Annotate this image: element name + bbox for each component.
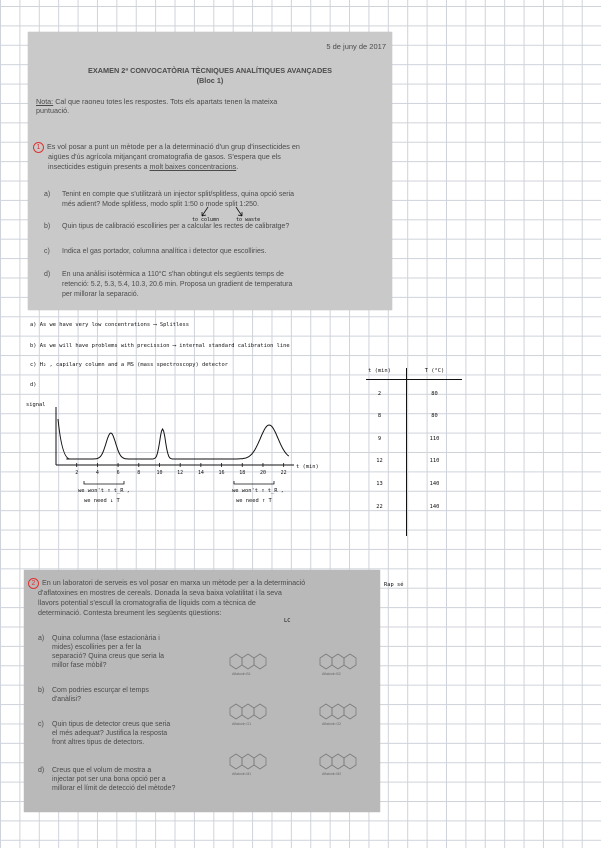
exam-note bbox=[36, 97, 388, 106]
table-cell: 22 bbox=[376, 503, 383, 510]
q2-line-4: determinació. Contesta breument les següents qüestions: bbox=[38, 608, 222, 617]
note-line-1: Cal que raoneu totes les respostes. Tots els apartats tenen la mateixa bbox=[55, 97, 278, 106]
svg-text:Aflatoxin B1: Aflatoxin B1 bbox=[232, 672, 251, 676]
q2a-label: a) bbox=[38, 635, 45, 642]
q1d-line-2: retenció: 5.2, 5.3, 5.4, 10.3, 20.6 min. Proposa un gradient de temperatura bbox=[62, 281, 293, 288]
table-cell: 12 bbox=[376, 458, 383, 465]
annot-to-waste: to waste bbox=[236, 217, 261, 223]
chromatogram-chart bbox=[40, 405, 340, 485]
q1d-label: d) bbox=[44, 271, 51, 278]
chart-note-left-1: we won't ↑ t_R , bbox=[78, 488, 130, 494]
q2a-line-3: separació? Quina creus que seria la bbox=[52, 653, 165, 660]
svg-text:Aflatoxin G2: Aflatoxin G2 bbox=[322, 722, 342, 726]
question-1-number: 1 bbox=[33, 142, 44, 153]
q1a-line-1: Tenint en compte que s'utilitzarà un injector split/splitless, quina opció seria bbox=[62, 191, 295, 198]
answer-a: a) As we have very low concentrations ⟶ Splitless bbox=[30, 322, 190, 328]
q1-line-3-highlight: molt baixes concentracions bbox=[149, 162, 237, 171]
q2d-line-2: injectar pot ser una bona opció per a bbox=[52, 776, 166, 783]
x-tick-label: 20 bbox=[259, 470, 266, 476]
q2a-line-2: mides) escolliries per a fer la bbox=[52, 644, 142, 651]
chart-xlabel: t (min) bbox=[296, 464, 319, 470]
table-col-time bbox=[352, 368, 407, 526]
chart-brackets bbox=[80, 480, 280, 488]
chromatogram-trace bbox=[58, 419, 289, 459]
table-cell: 110 bbox=[429, 435, 440, 442]
q1-line-3-c: . bbox=[236, 162, 239, 171]
q1c-line-1: Indica el gas portador, columna analítica i detector que escolliries. bbox=[62, 248, 267, 255]
chart-note-right-2: we need ↑ T bbox=[236, 498, 272, 504]
table-cell: 80 bbox=[431, 390, 438, 397]
q1-line-3-a: insecticides estiguin presents a bbox=[48, 162, 150, 171]
molecule-aflatoxin-m1 bbox=[224, 748, 274, 776]
x-tick-label: 6 bbox=[116, 470, 120, 476]
q1-line-1: Es vol posar a punt un mètode per a la determinació d'un grup d'insecticides en bbox=[47, 142, 300, 151]
q2d-label: d) bbox=[38, 767, 45, 774]
svg-text:Aflatoxin M1: Aflatoxin M1 bbox=[232, 772, 252, 776]
q1a-label: a) bbox=[44, 191, 51, 198]
q2c-line-1: Quin tipus de detector creus que seria bbox=[52, 721, 171, 728]
table-header-temp: T (°C) bbox=[424, 368, 445, 374]
q2c-label: c) bbox=[38, 721, 44, 728]
annot-to-column: to column bbox=[192, 217, 220, 223]
exam-sheet-2 bbox=[24, 570, 380, 812]
q1c-label: c) bbox=[44, 248, 50, 255]
q2-line-2: d'aflatoxines en mostres de cereals. Donada la seva baixa volatilitat i la seva bbox=[38, 588, 282, 597]
table-col-temp bbox=[407, 368, 462, 526]
x-tick-label: 8 bbox=[137, 470, 141, 476]
x-tick-label: 10 bbox=[156, 470, 163, 476]
q1d-line-3: per millorar la separació. bbox=[62, 291, 139, 298]
exam-sheet-1 bbox=[28, 32, 392, 310]
molecule-aflatoxin-b1 bbox=[224, 648, 274, 676]
molecule-aflatoxin-b2 bbox=[314, 648, 364, 676]
table-header-time: t (min) bbox=[368, 368, 391, 374]
answer-d: d) bbox=[30, 382, 37, 388]
svg-text:Aflatoxin B2: Aflatoxin B2 bbox=[322, 672, 341, 676]
q2b-line-1: Com podries escurçar el temps bbox=[52, 687, 149, 694]
molecule-aflatoxin-g1 bbox=[224, 698, 274, 726]
q1d-line-1: En una anàlisi isotèrmica a 110°C s'han obtingut els següents temps de bbox=[62, 271, 284, 278]
chart-ylabel: signal bbox=[26, 402, 46, 408]
q2-line-3: llavors potential s'escull la cromatografia de líquids com a tècnica de bbox=[38, 598, 256, 607]
q2b-label: b) bbox=[38, 687, 45, 694]
table-cell: 9 bbox=[377, 435, 382, 442]
q2c-line-2: el més adequat? Justifica la resposta bbox=[52, 730, 168, 737]
exam-subtitle: (Bloc 1) bbox=[196, 76, 224, 85]
table-cell: 8 bbox=[377, 413, 382, 420]
table-cell: 140 bbox=[429, 480, 440, 487]
x-tick-label: 2 bbox=[75, 470, 79, 476]
side-note: Rap sé bbox=[384, 582, 404, 588]
answer-b: b) As we will have problems with precission ⟶ internal standard calibration line bbox=[30, 343, 290, 349]
note-line-2: puntuació. bbox=[36, 106, 70, 115]
table-cell: 2 bbox=[377, 390, 382, 397]
annot-arrows bbox=[198, 205, 248, 219]
svg-text:Aflatoxin G1: Aflatoxin G1 bbox=[232, 722, 252, 726]
exam-date: 5 de juny de 2017 bbox=[326, 42, 386, 51]
q2d-line-1: Creus que el volum de mostra a bbox=[52, 767, 152, 774]
annot-lc: LC bbox=[284, 618, 291, 624]
svg-text:Aflatoxin M2: Aflatoxin M2 bbox=[322, 772, 342, 776]
q2b-line-2: d'anàlisi? bbox=[52, 696, 81, 703]
x-tick-label: 16 bbox=[218, 470, 225, 476]
molecule-aflatoxin-m2 bbox=[314, 748, 364, 776]
x-tick-label: 4 bbox=[95, 470, 99, 476]
table-cell: 80 bbox=[431, 413, 438, 420]
q2a-line-1: Quina columna (fase estacionària i bbox=[52, 635, 160, 642]
q1a-line-2: més adient? Mode splitless, modo split 1:50 o mode split 1:250. bbox=[62, 201, 259, 208]
table-cell: 13 bbox=[376, 480, 383, 487]
table-cell: 140 bbox=[429, 503, 440, 510]
q1b-label: b) bbox=[44, 223, 51, 230]
question-2-number: 2 bbox=[28, 578, 39, 589]
q2d-line-3: millorar el límit de detecció del mètode? bbox=[52, 785, 176, 792]
q2a-line-4: millor fase mòbil? bbox=[52, 662, 107, 669]
chart-note-right-1: we won't ↑ t_R , bbox=[232, 488, 284, 494]
table-cell: 110 bbox=[429, 458, 440, 465]
chart-note-left-2: we need ↓ T bbox=[84, 498, 120, 504]
molecule-aflatoxin-g2 bbox=[314, 698, 364, 726]
q1b-line-1: Quin tipus de calibració escolliries per a calcular les rectes de calibratge? bbox=[62, 223, 290, 230]
x-tick-label: 18 bbox=[239, 470, 246, 476]
q2c-line-3: front altres tipus de detectors. bbox=[52, 739, 145, 746]
exam-title: EXAMEN 2ª CONVOCATÒRIA TÈCNIQUES ANALÍTIQUES AVANÇADES bbox=[88, 66, 332, 75]
x-tick-label: 14 bbox=[197, 470, 204, 476]
answer-c: c) H₂ , capilary column and a MS (mass spectroscopy) detector bbox=[30, 362, 228, 368]
q1-line-2: aigües d'ús agrícola mitjançant cromatografia de gasos. S'espera que els bbox=[48, 152, 281, 161]
x-tick-label: 22 bbox=[280, 470, 287, 476]
x-tick-label: 12 bbox=[177, 470, 184, 476]
note-label: Nota: bbox=[36, 97, 54, 106]
q2-line-1: En un laboratori de serveis es vol posar en marxa un mètode per a la determinació bbox=[42, 578, 306, 587]
q1-line-3 bbox=[48, 162, 238, 171]
